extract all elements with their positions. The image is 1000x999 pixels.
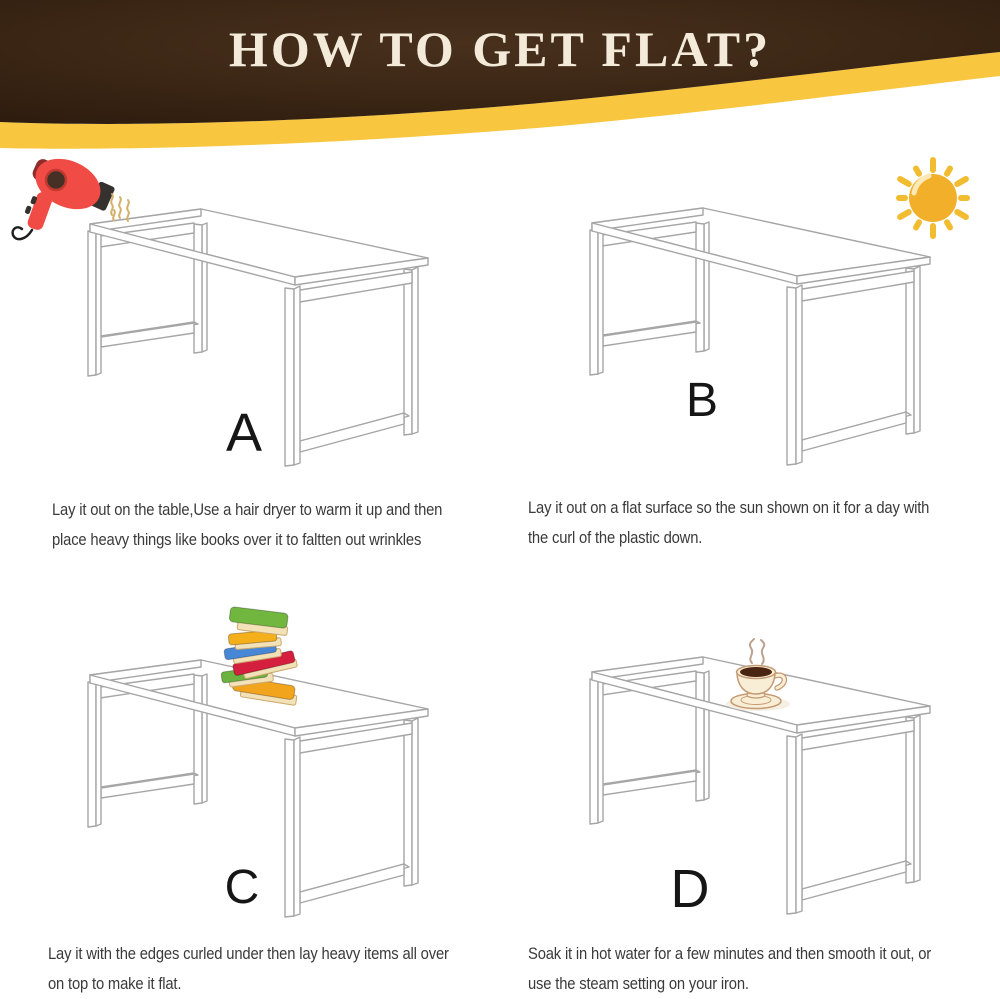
page-title: HOW TO GET FLAT? — [228, 21, 772, 77]
hair-dryer-icon — [2, 152, 142, 267]
books-icon — [222, 604, 302, 708]
heat-waves — [111, 194, 129, 221]
label-b: B — [685, 374, 718, 427]
steam — [750, 639, 764, 664]
caption-d: Soak it in hot water for a few minutes and then smooth it out, or use the steam setting on your iron. — [528, 944, 932, 993]
caption-b: Lay it out on a flat surface so the sun shown on it for a day with the curl of the plastic down. — [528, 498, 930, 547]
caption-a: Lay it out on the table,Use a hair dryer to warm it up and then place heavy things like books over it to faltten out wrinkles — [52, 500, 443, 549]
coffee-cup-icon — [708, 636, 808, 716]
sun-icon — [878, 148, 988, 258]
label-d: D — [670, 859, 710, 919]
label-a: A — [225, 403, 263, 463]
label-c: C — [224, 861, 260, 914]
caption-c: Lay it with the edges curled under then lay heavy items all over on top to make it flat. — [48, 944, 449, 993]
